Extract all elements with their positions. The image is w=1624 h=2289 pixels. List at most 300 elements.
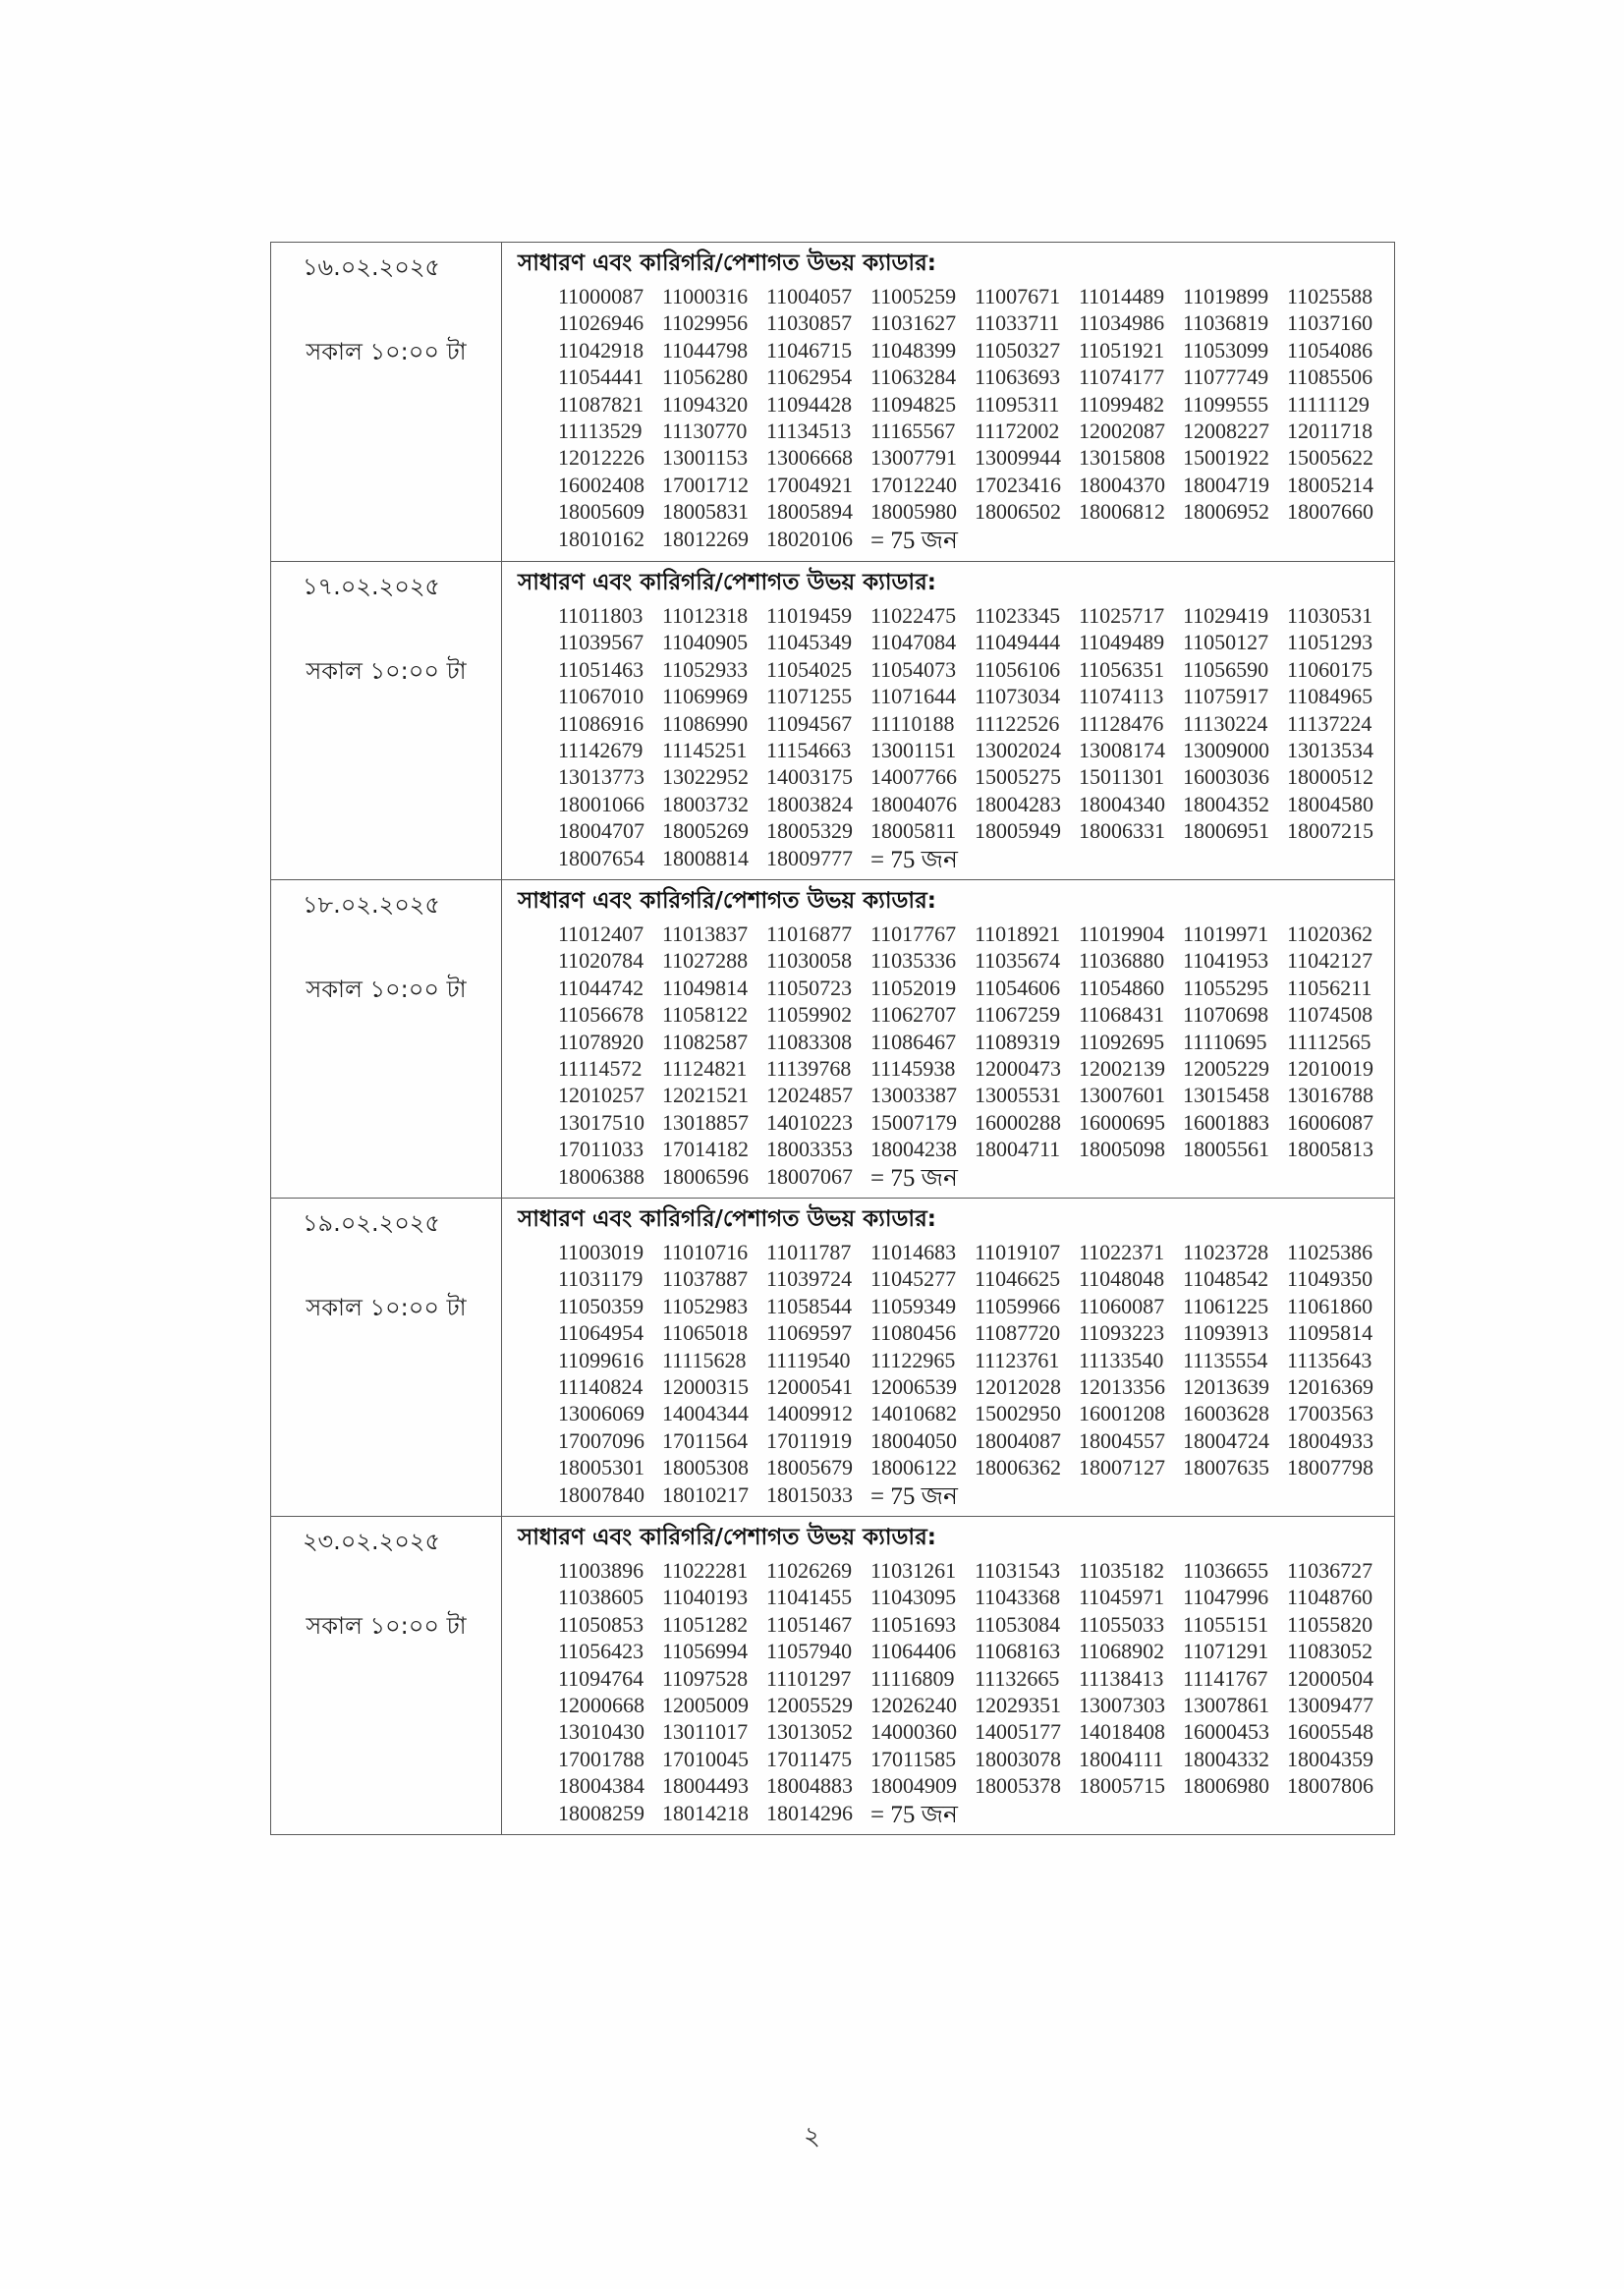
roll-number: 17011585 [870, 1746, 957, 1771]
roll-number: 13001153 [662, 445, 749, 471]
roll-number: 17011564 [662, 1427, 749, 1453]
roll-number: 11142679 [558, 737, 644, 762]
roll-number: 11060087 [1079, 1293, 1165, 1318]
exam-time: সকাল ১০:০০ টা [306, 1294, 467, 1321]
roll-number: 11119540 [766, 1347, 851, 1372]
roll-number: 11041455 [766, 1585, 853, 1610]
roll-number: 11010716 [662, 1240, 749, 1264]
roll-number: 12000473 [975, 1055, 1061, 1081]
roll-number: 12000504 [1287, 1665, 1373, 1691]
roll-number: 18006331 [1079, 818, 1165, 844]
roll-number: 11013837 [662, 921, 749, 946]
roll-number: 11003896 [558, 1558, 644, 1583]
roll-number: 13009000 [1183, 737, 1269, 762]
roll-number: 11061860 [1287, 1293, 1373, 1318]
roll-number: 11089319 [975, 1029, 1061, 1054]
roll-number: 18004111 [1079, 1746, 1164, 1771]
roll-number: 11085506 [1287, 364, 1373, 390]
roll-number: 11019899 [1183, 284, 1269, 308]
roll-number: 11070698 [1183, 1002, 1269, 1028]
roll-number: 11097528 [662, 1665, 749, 1691]
roll-number: 11014683 [870, 1240, 957, 1264]
roll-number: 13002024 [975, 737, 1061, 762]
roll-number: 11080456 [870, 1320, 957, 1346]
roll-number: 11025588 [1287, 284, 1373, 308]
roll-number: 18014218 [662, 1800, 749, 1825]
roll-number: 11074113 [1079, 684, 1164, 709]
roll-number: 14007766 [870, 764, 957, 790]
roll-number: 17011475 [766, 1746, 853, 1771]
roll-number: 16000288 [975, 1109, 1061, 1135]
roll-number: 11124821 [662, 1055, 748, 1081]
roll-number: 11035674 [975, 948, 1061, 974]
roll-number: 13015458 [1183, 1083, 1269, 1108]
roll-number: 16001883 [1183, 1109, 1269, 1135]
roll-number: 11064954 [558, 1320, 644, 1346]
roll-number: 18006502 [975, 499, 1061, 525]
roll-number: 11056351 [1079, 656, 1165, 682]
roll-number: 11095311 [975, 391, 1060, 417]
roll-number: 11074177 [1079, 364, 1165, 390]
roll-number: 18007067 [766, 1163, 853, 1189]
roll-number: 11083052 [1287, 1639, 1373, 1664]
roll-number: 15011301 [1079, 764, 1165, 790]
exam-time: সকাল ১০:০০ টা [306, 338, 467, 365]
roll-number: 11042918 [558, 337, 644, 363]
roll-number: 11145251 [662, 737, 748, 762]
roll-number: 11048542 [1183, 1266, 1269, 1292]
roll-number: 18006812 [1079, 499, 1165, 525]
roll-number: 18004359 [1287, 1746, 1373, 1771]
roll-number: 11074508 [1287, 1002, 1373, 1028]
roll-number: 13009944 [975, 445, 1061, 471]
roll-number: 11049814 [662, 975, 749, 1000]
roll-cell [502, 243, 1394, 561]
roll-number: 18003824 [766, 791, 853, 816]
roll-number: 13007303 [1079, 1692, 1165, 1717]
roll-number: 11145938 [870, 1055, 956, 1081]
roll-number: 15002950 [975, 1401, 1061, 1426]
roll-number: 11049489 [1079, 630, 1165, 655]
roll-number: 18007654 [558, 845, 644, 870]
roll-number: 18007798 [1287, 1455, 1373, 1480]
roll-number: 18004352 [1183, 791, 1269, 816]
roll-number-list [558, 283, 1394, 552]
roll-number: 18005609 [558, 499, 644, 525]
roll-number: 18004076 [870, 791, 957, 816]
roll-number: 14005177 [975, 1719, 1061, 1745]
roll-number: 11111129 [1287, 391, 1370, 417]
roll-number: 11043095 [870, 1585, 957, 1610]
roll-number: 11029956 [662, 310, 749, 336]
roll-number: 17001712 [662, 472, 749, 497]
roll-number: 11045349 [766, 630, 853, 655]
roll-number: 18004050 [870, 1427, 957, 1453]
roll-number: 18015033 [766, 1481, 853, 1507]
roll-number-list [558, 1557, 1394, 1826]
roll-number: 18005980 [870, 499, 957, 525]
roll-number: 11037160 [1287, 310, 1373, 336]
date-cell [271, 562, 502, 879]
roll-number: 11115628 [662, 1347, 747, 1372]
roll-number: 12013639 [1183, 1373, 1269, 1399]
roll-number: 11030058 [766, 948, 853, 974]
candidate-total: = 75 জন [870, 527, 958, 554]
roll-number: 13005531 [975, 1083, 1061, 1108]
roll-number: 11054606 [975, 975, 1061, 1000]
roll-number: 18005949 [975, 818, 1061, 844]
roll-number: 11058544 [766, 1293, 853, 1318]
roll-number: 18004493 [662, 1773, 749, 1799]
roll-number: 12026240 [870, 1692, 957, 1717]
roll-number-list [558, 921, 1394, 1190]
roll-number: 11133540 [1079, 1347, 1164, 1372]
roll-number: 18003353 [766, 1137, 853, 1162]
roll-number: 11077749 [1183, 364, 1269, 390]
roll-number: 12005529 [766, 1692, 853, 1717]
roll-number: 13013773 [558, 764, 644, 790]
roll-number: 11048399 [870, 337, 957, 363]
roll-number: 15005275 [975, 764, 1061, 790]
roll-number: 16000453 [1183, 1719, 1269, 1745]
cadre-heading: সাধারণ এবং কারিগরি/পেশাগত উভয় ক্যাডার: [518, 888, 936, 914]
roll-number: 11054073 [870, 656, 957, 682]
roll-number: 18004580 [1287, 791, 1373, 816]
roll-number: 18005329 [766, 818, 853, 844]
roll-number: 11054860 [1079, 975, 1165, 1000]
roll-number: 18004370 [1079, 472, 1165, 497]
roll-number: 18005308 [662, 1455, 749, 1480]
roll-number: 18004340 [1079, 791, 1165, 816]
roll-number: 11122965 [870, 1347, 956, 1372]
roll-number: 11130224 [1183, 710, 1268, 736]
roll-number: 11052983 [662, 1293, 749, 1318]
roll-number: 18005831 [662, 499, 749, 525]
roll-number: 11137224 [1287, 710, 1372, 736]
roll-number: 14000360 [870, 1719, 957, 1745]
roll-number: 11110695 [1183, 1029, 1267, 1054]
roll-number: 11042127 [1287, 948, 1373, 974]
roll-number: 18010162 [558, 526, 644, 551]
page-number: ২ [804, 2122, 820, 2151]
roll-number: 18005894 [766, 499, 853, 525]
roll-number: 13022952 [662, 764, 749, 790]
roll-number: 11019971 [1183, 921, 1269, 946]
roll-number: 11055151 [1183, 1611, 1269, 1637]
roll-number: 11135643 [1287, 1347, 1372, 1372]
roll-number: 11020362 [1287, 921, 1373, 946]
roll-number: 11031543 [975, 1558, 1061, 1583]
roll-number: 11064406 [870, 1639, 957, 1664]
schedule-row [271, 243, 1394, 561]
roll-number: 11056280 [662, 364, 749, 390]
roll-number: 16000695 [1079, 1109, 1165, 1135]
roll-number: 11022371 [1079, 1240, 1165, 1264]
roll-number: 11095814 [1287, 1320, 1373, 1346]
roll-number: 11033711 [975, 310, 1060, 336]
roll-number: 11050723 [766, 975, 853, 1000]
roll-number: 14010223 [766, 1109, 853, 1135]
roll-number: 11051282 [662, 1611, 749, 1637]
roll-number: 18007806 [1287, 1773, 1373, 1799]
roll-number: 14009912 [766, 1401, 853, 1426]
roll-number: 11078920 [558, 1029, 644, 1054]
roll-number: 11054025 [766, 656, 853, 682]
roll-number: 17011919 [766, 1427, 853, 1453]
roll-number: 14018408 [1079, 1719, 1165, 1745]
roll-number: 11059349 [870, 1293, 957, 1318]
roll-number: 17001788 [558, 1746, 644, 1771]
roll-number: 11056211 [1287, 975, 1372, 1000]
roll-number: 15001922 [1183, 445, 1269, 471]
roll-number: 11069969 [662, 684, 749, 709]
roll-number: 12012226 [558, 445, 644, 471]
roll-number: 11056106 [975, 656, 1061, 682]
roll-number: 12011718 [1287, 418, 1373, 443]
exam-schedule-table [270, 242, 1395, 1835]
roll-number: 11050127 [1183, 630, 1269, 655]
roll-number: 11025386 [1287, 1240, 1373, 1264]
roll-number: 18007127 [1079, 1455, 1165, 1480]
cadre-heading: সাধারণ এবং কারিগরি/পেশাগত উভয় ক্যাডার: [518, 1206, 936, 1232]
roll-number: 13001151 [870, 737, 957, 762]
roll-number: 11114572 [558, 1055, 643, 1081]
roll-number: 14004344 [662, 1401, 749, 1426]
roll-number: 11017767 [870, 921, 957, 946]
roll-number: 12029351 [975, 1692, 1061, 1717]
roll-number: 11019107 [975, 1240, 1061, 1264]
roll-number: 14010682 [870, 1401, 957, 1426]
roll-number: 18005679 [766, 1455, 853, 1480]
roll-number: 12016369 [1287, 1373, 1373, 1399]
roll-number: 11000087 [558, 284, 644, 308]
roll-number: 13017510 [558, 1109, 644, 1135]
roll-number: 18004724 [1183, 1427, 1269, 1453]
exam-date: ১৬.০২.২০২৫ [302, 253, 441, 281]
roll-number: 11116809 [870, 1665, 955, 1691]
roll-number: 18004557 [1079, 1427, 1165, 1453]
roll-number: 11062707 [870, 1002, 957, 1028]
exam-time: সকাল ১০:০০ টা [306, 1612, 467, 1640]
roll-number: 18004384 [558, 1773, 644, 1799]
roll-number: 11082587 [662, 1029, 749, 1054]
exam-date: ১৭.০২.২০২৫ [302, 573, 441, 600]
roll-number: 11018921 [975, 921, 1061, 946]
roll-number: 18008259 [558, 1800, 644, 1825]
roll-number: 13010430 [558, 1719, 644, 1745]
roll-number: 11052933 [662, 656, 749, 682]
roll-number: 11055033 [1079, 1611, 1165, 1637]
roll-number: 18007635 [1183, 1455, 1269, 1480]
roll-number: 18005813 [1287, 1137, 1373, 1162]
roll-number: 11061225 [1183, 1293, 1269, 1318]
roll-number: 18004238 [870, 1137, 957, 1162]
roll-number: 12010257 [558, 1083, 644, 1108]
roll-number: 16005548 [1287, 1719, 1373, 1745]
roll-number: 11047996 [1183, 1585, 1269, 1610]
roll-number: 11060175 [1287, 656, 1373, 682]
roll-number: 12002139 [1079, 1055, 1165, 1081]
roll-number: 18004283 [975, 791, 1061, 816]
roll-number: 12000315 [662, 1373, 749, 1399]
roll-number: 11050327 [975, 337, 1061, 363]
roll-number: 11154663 [766, 737, 852, 762]
roll-number: 13015808 [1079, 445, 1165, 471]
roll-number: 11016877 [766, 921, 853, 946]
roll-number: 11099616 [558, 1347, 644, 1372]
roll-number: 11000316 [662, 284, 749, 308]
roll-number: 11049350 [1287, 1266, 1373, 1292]
roll-number: 11086916 [558, 710, 644, 736]
roll-number: 11036819 [1183, 310, 1269, 336]
roll-number: 13007861 [1183, 1692, 1269, 1717]
roll-number: 11056678 [558, 1002, 644, 1028]
roll-number: 11022281 [662, 1558, 749, 1583]
roll-number: 18004933 [1287, 1427, 1373, 1453]
roll-number: 11035182 [1079, 1558, 1165, 1583]
roll-number: 11046625 [975, 1266, 1061, 1292]
cadre-heading: সাধারণ এবং কারিগরি/পেশাগত উভয় ক্যাডার: [518, 251, 936, 276]
roll-number: 17004921 [766, 472, 853, 497]
roll-number: 11172002 [975, 418, 1060, 443]
roll-number: 11059902 [766, 1002, 853, 1028]
roll-cell [502, 562, 1394, 879]
roll-number: 18006980 [1183, 1773, 1269, 1799]
roll-number: 11099482 [1079, 391, 1165, 417]
roll-number: 11101297 [766, 1665, 852, 1691]
roll-number: 11113529 [558, 418, 643, 443]
roll-number: 17012240 [870, 472, 957, 497]
roll-number: 11063693 [975, 364, 1061, 390]
roll-number: 11003019 [558, 1240, 644, 1264]
roll-number-list [558, 1239, 1394, 1508]
roll-number: 12000541 [766, 1373, 853, 1399]
roll-number: 16006087 [1287, 1109, 1373, 1135]
roll-number: 11048048 [1079, 1266, 1165, 1292]
roll-number: 11044742 [558, 975, 644, 1000]
roll-number: 11039724 [766, 1266, 853, 1292]
roll-number: 11051293 [1287, 630, 1373, 655]
roll-number: 11014489 [1079, 284, 1165, 308]
roll-number: 11055295 [1183, 975, 1269, 1000]
roll-number: 11086467 [870, 1029, 957, 1054]
roll-number: 13007601 [1079, 1083, 1165, 1108]
roll-number: 11031261 [870, 1558, 957, 1583]
roll-number: 18006362 [975, 1455, 1061, 1480]
roll-number: 11023728 [1183, 1240, 1269, 1264]
roll-number: 11035336 [870, 948, 957, 974]
roll-number: 11040193 [662, 1585, 749, 1610]
roll-number: 11094764 [558, 1665, 644, 1691]
roll-number: 11030857 [766, 310, 853, 336]
date-cell [271, 243, 502, 561]
roll-number: 11012407 [558, 921, 644, 946]
roll-number: 11092695 [1079, 1029, 1165, 1054]
roll-number: 18005811 [870, 818, 957, 844]
roll-number: 11063284 [870, 364, 957, 390]
roll-number: 11011787 [766, 1240, 852, 1264]
roll-number: 12008227 [1183, 418, 1269, 443]
exam-date: ১৯.০২.২০২৫ [302, 1209, 440, 1237]
roll-number: 11110188 [870, 710, 955, 736]
roll-number: 11040905 [662, 630, 749, 655]
roll-number: 11165567 [870, 418, 956, 443]
roll-number: 11056590 [1183, 656, 1269, 682]
roll-number: 13006668 [766, 445, 853, 471]
roll-number: 11005259 [870, 284, 957, 308]
roll-number: 17010045 [662, 1746, 749, 1771]
roll-number: 13003387 [870, 1083, 957, 1108]
roll-number: 11062954 [766, 364, 853, 390]
roll-number: 18010217 [662, 1481, 749, 1507]
roll-number: 11052019 [870, 975, 957, 1000]
roll-number: 11087821 [558, 391, 644, 417]
roll-number: 17014182 [662, 1137, 749, 1162]
roll-number: 11122526 [975, 710, 1060, 736]
exam-time: সকাল ১০:০০ টা [306, 657, 467, 685]
roll-number: 11050853 [558, 1611, 644, 1637]
roll-number: 11099555 [1183, 391, 1269, 417]
roll-number: 11054441 [558, 364, 644, 390]
roll-number: 11026946 [558, 310, 644, 336]
schedule-row [271, 561, 1394, 879]
roll-number: 11031179 [558, 1266, 644, 1292]
roll-number: 17023416 [975, 472, 1061, 497]
roll-number: 11094825 [870, 391, 957, 417]
roll-number: 13016788 [1287, 1083, 1373, 1108]
roll-number: 16003628 [1183, 1401, 1269, 1426]
date-cell [271, 1517, 502, 1834]
roll-number: 11138413 [1079, 1665, 1164, 1691]
roll-cell [502, 880, 1394, 1198]
exam-date: ২৩.০২.২০২৫ [302, 1528, 441, 1555]
roll-number: 11047084 [870, 630, 957, 655]
roll-number: 17007096 [558, 1427, 644, 1453]
roll-number: 11130770 [662, 418, 748, 443]
candidate-total: = 75 জন [870, 846, 958, 873]
roll-number: 11069597 [766, 1320, 853, 1346]
roll-number: 12012028 [975, 1373, 1061, 1399]
roll-number: 11007671 [975, 284, 1061, 308]
roll-number: 11123761 [975, 1347, 1060, 1372]
roll-number: 11141767 [1183, 1665, 1268, 1691]
candidate-total: = 75 জন [870, 1482, 958, 1510]
roll-number: 11044798 [662, 337, 749, 363]
roll-number: 11036655 [1183, 1558, 1269, 1583]
roll-number: 11048760 [1287, 1585, 1373, 1610]
schedule-row [271, 879, 1394, 1198]
roll-number: 13018857 [662, 1109, 749, 1135]
cadre-heading: সাধারণ এবং কারিগরি/পেশাগত উভয় ক্যাডার: [518, 570, 936, 595]
roll-number: 13011017 [662, 1719, 749, 1745]
roll-number: 11065018 [662, 1320, 749, 1346]
roll-number: 12002087 [1079, 418, 1165, 443]
roll-number: 18004087 [975, 1427, 1061, 1453]
roll-number: 18004883 [766, 1773, 853, 1799]
roll-number: 15005622 [1287, 445, 1373, 471]
roll-number: 11132665 [975, 1665, 1060, 1691]
roll-number: 11073034 [975, 684, 1061, 709]
roll-number: 11046715 [766, 337, 853, 363]
roll-number: 18006951 [1183, 818, 1269, 844]
roll-number: 11023345 [975, 603, 1061, 628]
roll-number: 11045971 [1079, 1585, 1165, 1610]
roll-number: 15007179 [870, 1109, 957, 1135]
roll-number: 11026269 [766, 1558, 853, 1583]
roll-number: 18005378 [975, 1773, 1061, 1799]
roll-number: 18006122 [870, 1455, 957, 1480]
roll-number: 11134513 [766, 418, 852, 443]
